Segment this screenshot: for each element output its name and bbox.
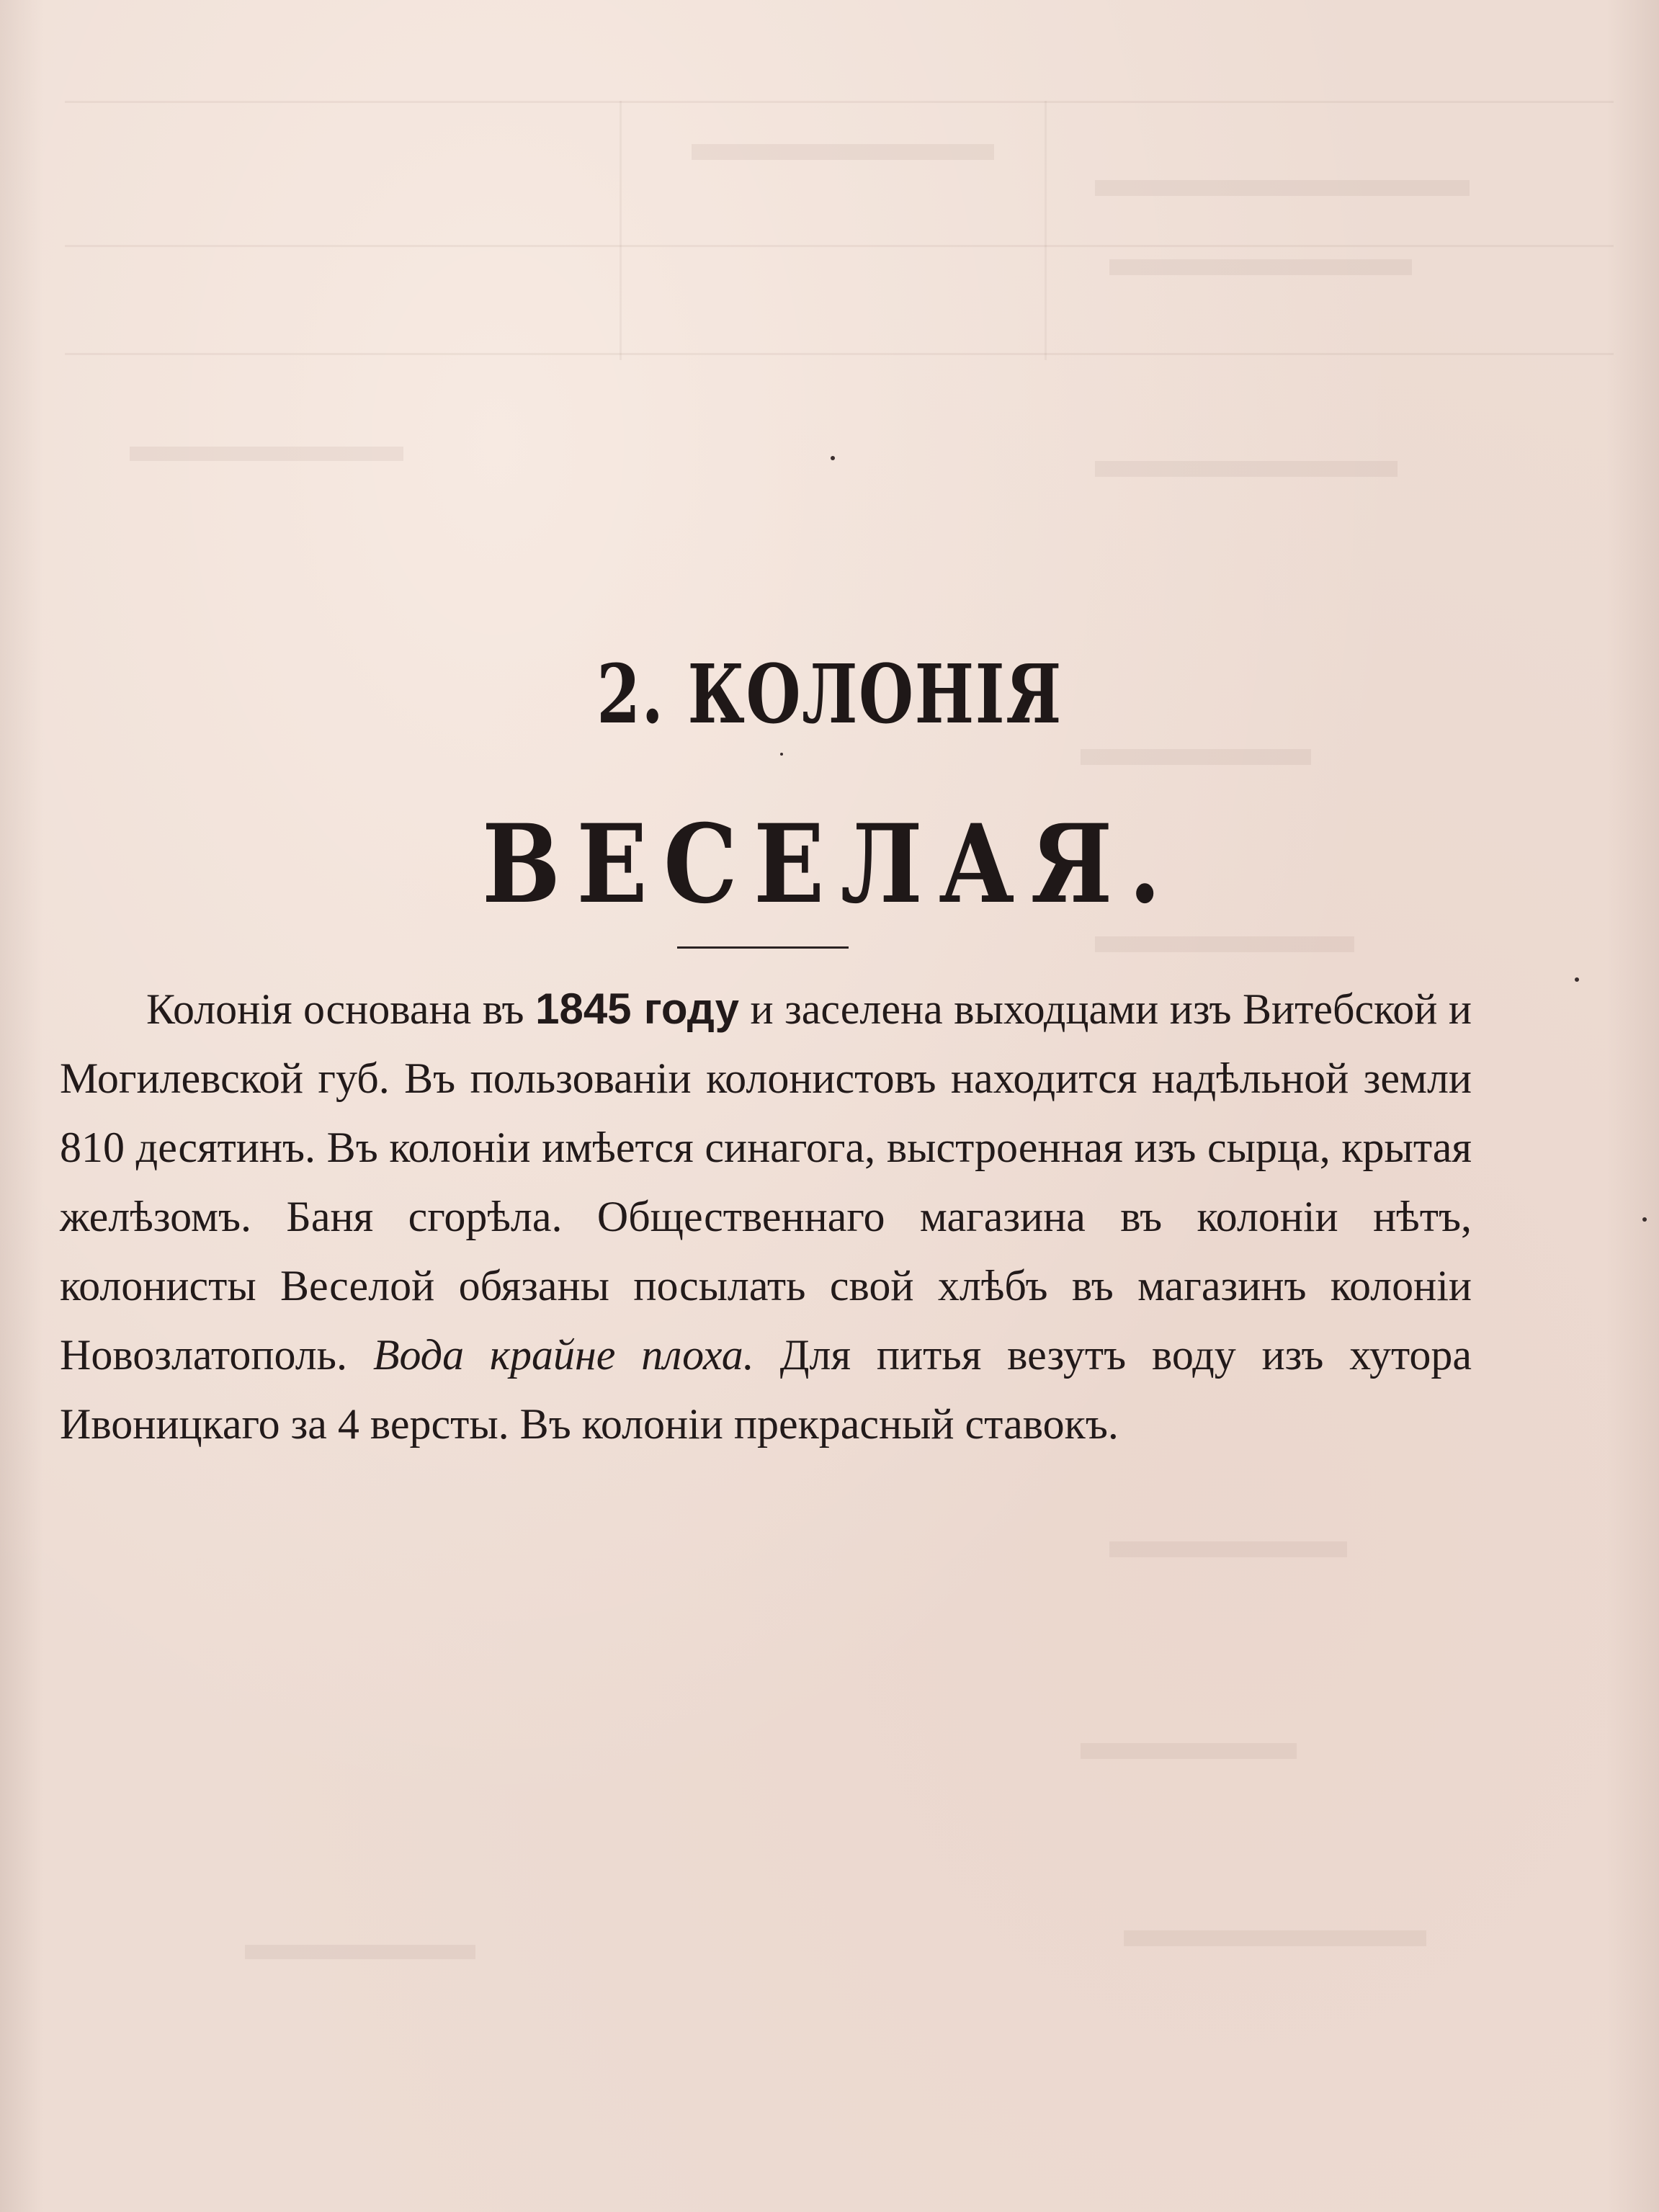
bleed-through-text xyxy=(1095,180,1470,196)
bleed-through-text xyxy=(1095,461,1398,477)
paper-speck xyxy=(1575,977,1579,982)
bleed-through-text xyxy=(1124,1930,1426,1946)
bleed-through-rule xyxy=(1045,101,1047,360)
paragraph-text: и заселена выходцами изъ Витебской и Могилевской губ. Въ пользованіи колонистовъ находится надѣльной земли 810 десятинъ. Въ колоніи имѣется синагога, выстроенная изъ сырца, крытая желѣзомъ. Баня сгорѣла. Общественнаго магазина въ колоніи нѣтъ, колонисты Веселой обязаны посылать свой хлѣбъ въ магазинъ колоніи Новозлатополь. xyxy=(60,985,1472,1379)
bleed-through-rule xyxy=(65,101,1614,103)
paper-speck xyxy=(780,753,783,756)
heading-divider-rule xyxy=(677,946,849,949)
section-number-heading: 2. КОЛОНІЯ xyxy=(596,648,1063,742)
paragraph-text: Колонія основана въ xyxy=(146,985,536,1033)
bleed-through-rule xyxy=(65,245,1614,247)
bleed-through-text xyxy=(1081,1743,1297,1759)
bleed-through-text xyxy=(1109,1541,1347,1557)
colony-name-heading: ВЕСЕЛАЯ. xyxy=(481,801,1178,928)
bleed-through-text xyxy=(1081,749,1311,765)
bleed-through-text xyxy=(245,1945,475,1959)
paragraph-text: Для питья везутъ воду изъ хутора Ивоницкаго за 4 версты. Въ колоніи прекрасный ставокъ. xyxy=(60,1331,1472,1448)
water-quality-note: Вода крайне плоха. xyxy=(372,1331,754,1379)
paper-speck xyxy=(831,456,835,460)
bleed-through-text xyxy=(1109,259,1412,275)
bleed-through-text xyxy=(130,447,403,461)
bleed-through-text xyxy=(692,144,994,160)
paper-speck xyxy=(1642,1217,1647,1222)
bleed-through-rule xyxy=(65,353,1614,355)
colony-description-paragraph xyxy=(60,975,1472,1459)
founding-year: 1845 году xyxy=(535,985,739,1033)
bleed-through-rule xyxy=(620,101,622,360)
bleed-through-text xyxy=(1095,936,1354,952)
